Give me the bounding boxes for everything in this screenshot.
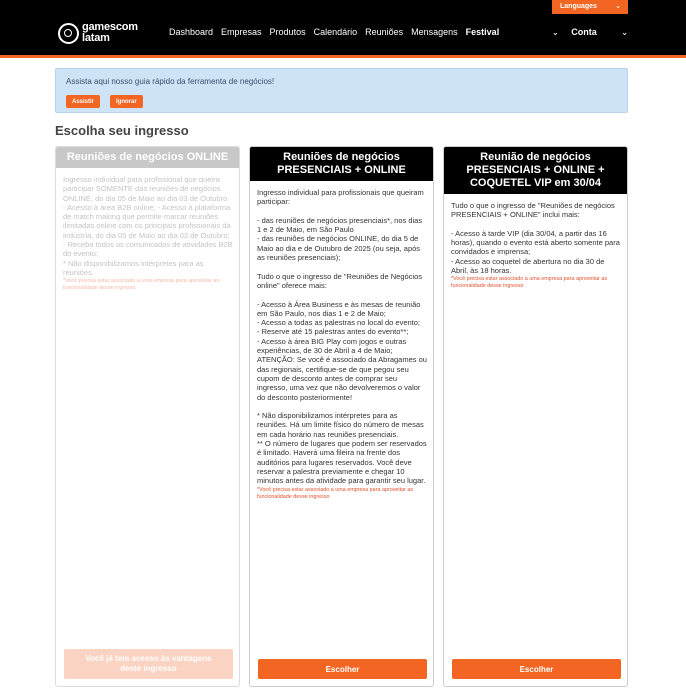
ticket-warning: *Você precisa estar associado a uma empresa para aproveitar as funcionalidade desse ingresso — [63, 278, 220, 292]
quick-guide-notice — [55, 68, 628, 113]
page-title: Escolha seu ingresso — [55, 123, 189, 138]
languages-label: Languages — [560, 3, 597, 10]
ticket-title: Reuniões de negócios ONLINE — [56, 147, 239, 168]
already-has-access-button: Você já tem acesso às vantagens deste ingresso — [64, 649, 233, 679]
main-nav — [169, 27, 507, 37]
ticket-card-presencial-online — [249, 146, 434, 687]
watch-button[interactable]: Assistir — [66, 95, 100, 108]
ticket-description: Ingresso individual para profissionais que queiram participar: - das reuniões de negócios presenciais*, nos dias 1 e 2 de Maio, em São Paulo - das reuniões de negócios ONLINE, do dia 5 de Maio ao dia e de Outubro de 2025 (ou seja, após as reuniões presenciais); Tudo o que o ingresso de "Reuniões de Negócios online" oferece mais: - Acesso à Área Business e às mesas de reunião em São Paulo, nos dias 1 e 2 de Maio; - Acesso a todas as palestras no local do evento; - Reserve até 15 palestras antes do evento**; - Acesso à área BIG Play com jogos e outras experiências, de 30 de Abril a 4 de Maio; ATENÇÃO: Se você é associado da Abragames ou das regionais, certifique-se de que pegou seu cupom de desconto antes de comprar seu ingresso, uma vez que não devolveremos o valor do desconto posteriormente! * Não disponibilizamos intérpretes para as reuniões. Há um limite físico do número de mesas em cada horário nas reuniões presenciais. ** O número de lugares que podem ser reservados é limitado. Haverá uma fileira na frente dos auditórios para lugares reservados. Você deve reservar a palestra previamente e chegar 10 minutos antes da atividade para garantir seu lugar. — [257, 188, 427, 486]
choose-button[interactable]: Escolher — [452, 659, 621, 679]
ticket-warning: *Você precisa estar associado a uma empresa para aproveitar as funcionalidade desse ingresso — [451, 276, 608, 290]
nav-calendario[interactable]: Calendário — [313, 27, 358, 37]
ticket-title: Reuniões de negócios PRESENCIAIS + ONLINE — [250, 147, 433, 181]
ticket-description: Ingresso individual para profissional que queira participar SOMENTE das reuniões de negócios ONLINE, do dia 05 de Maio ao dia 03 de Outubro - Acesso à área B2B online; - Acesso à plataforma de match making que permite marcar reuniões ilimitadas online com os principais profissionais da indústria, do dia 05 de Maio ao dia 03 de Outubro; - Receba todos os comunicados de atividades B2B do evento; * Não disponibilizamos intérpretes para as reuniões. — [63, 175, 233, 277]
chevron-down-icon: ⌄ — [621, 28, 628, 37]
chevron-down-icon: ⌄ — [552, 28, 559, 37]
account-menu[interactable] — [552, 27, 628, 37]
account-label: Conta — [571, 27, 597, 37]
logo-icon — [58, 23, 79, 44]
ticket-card-vip — [443, 146, 628, 687]
nav-produtos[interactable]: Produtos — [269, 27, 306, 37]
ticket-warning: *Você precisa estar associado a uma empresa para aproveitar as funcionalidade desse ingresso — [257, 486, 414, 500]
nav-mensagens[interactable]: Mensagens — [411, 27, 458, 37]
ignore-button[interactable]: Ignorar — [110, 95, 143, 108]
ticket-description: Tudo o que o ingresso de "Reuniões de negócios PRESENCIAIS + ONLINE" inclui mais: - Acesso à tarde VIP (dia 30/04, a partir das 16 horas), quando o evento está aberto somente para convidados e imprensa; - Acesso ao coquetel de abertura no dia 30 de Abril, às 18 horas. — [451, 201, 620, 276]
top-navigation-bar — [0, 0, 686, 58]
chevron-down-icon: ⌄ — [615, 3, 621, 10]
languages-dropdown[interactable] — [552, 0, 628, 14]
ticket-card-online — [55, 146, 240, 687]
ticket-title: Reunião de negócios PRESENCIAIS + ONLINE + COQUETEL VIP em 30/04 — [444, 147, 627, 194]
notice-text: Assista aqui nosso guia rápido da ferramenta de negócios! — [66, 77, 275, 86]
choose-button[interactable]: Escolher — [258, 659, 427, 679]
nav-festival[interactable]: Festival — [465, 27, 500, 37]
logo-line-2: latam — [82, 32, 110, 44]
gamescom-latam-logo[interactable] — [58, 20, 138, 46]
logo-line-1: gamescom — [82, 21, 138, 33]
nav-reunioes[interactable]: Reuniões — [365, 27, 404, 37]
nav-dashboard[interactable]: Dashboard — [169, 27, 214, 37]
nav-empresas[interactable]: Empresas — [221, 27, 262, 37]
